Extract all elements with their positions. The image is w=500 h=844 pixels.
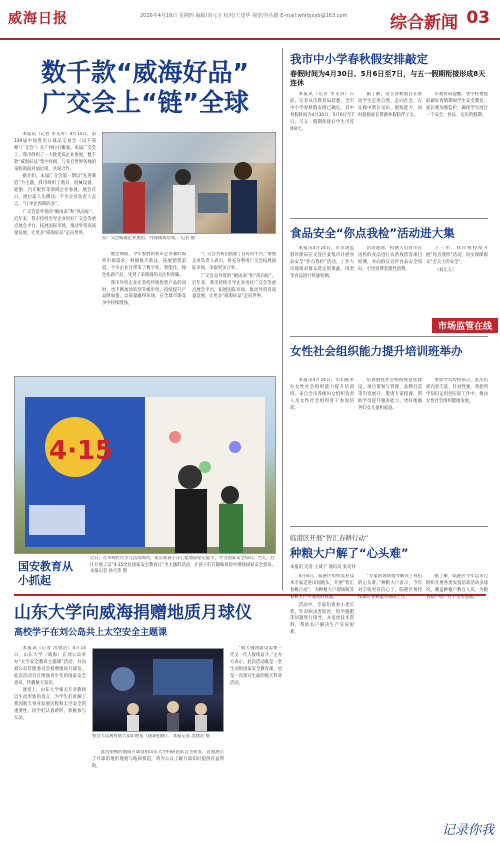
article3-column-1: 本报讯（记者 沈德浩）4月14日，山东大学（威海）在刘公岛举办“太空安全教育主题课”活动，并向刘公岛管理委员会捐赠地质月球仪。此次活动旨在增强青少年的国家安全意识，传播航天知识。 课堂上，山东大学相关专业教师以生动形象的语言，为学生们讲解了我国航天事业发展历程和太空安全的重要性。同学们认真聆听，积极参与互动。 xyxy=(14,646,86,722)
footer-brand: 记录你我 xyxy=(441,823,494,838)
newspaper-brand: 威海日报 xyxy=(8,11,68,27)
article2-title: 国安教育从小抓起 xyxy=(18,560,73,587)
article4-column-3: 市教育局提醒，各学校要提前做好春假期间学生安全教育，家长要加强监护，确保学生度过一个安全、快乐、充实的假期。 xyxy=(426,92,488,118)
trade-fair-photo xyxy=(103,133,276,234)
article6-title: 女性社会组织能力提升培训班举办 xyxy=(290,344,463,358)
article3-photo-caption: 参会人员观看航天知识展览（现场拍摄）。 本报记者 沈德浩 摄 xyxy=(92,734,210,739)
header-meta: 2026年4月16日 星期四 编辑/刘元玉 校对/王建华 视觉/谷丛健 E-mail:whrbjxyb@163.com xyxy=(140,13,348,19)
svg-text:4·15: 4·15 xyxy=(49,436,114,466)
article4-column-1: 本报讯（记者 李文涛）日前，记者从市教育局获悉，全市中小学春秋假安排已确定。其中春假时间为4月30日、5月6日至7日，与五一假期衔接后学生可连休8天。 xyxy=(290,92,354,132)
article4-title: 我市中小学春秋假安排敲定 xyxy=(290,52,428,66)
article5-column-3: 下一步，我市将持续开展“你点我检”活动，切实保障群众“舌尖上的安全”。 （刘元玉） xyxy=(426,246,488,273)
article4-column-2: 据了解，设立春秋假旨在推动学生走进自然、走向社会，在实践中增长见识、锻炼能力，同时鼓励家长带薪休假陪伴子女。 xyxy=(358,92,422,118)
article1-title-line1: 数千款“威海好品” xyxy=(41,58,249,87)
space-lesson-photo xyxy=(93,649,224,732)
article3-column-2: 此次捐赠的地质月球仪由山东大学科研团队自主研发，直观展示了月球的地形地貌与地质构造，将为公众了解月球知识提供有益帮助。 xyxy=(92,750,224,769)
article6-column-1: 本报讯4月14日，市妇联举办女性社会组织能力提升培训班，来自全市各级妇女组织负责人及女性社会组织骨干参加培训。 xyxy=(290,378,354,411)
article6-column-2: 培训围绕社会组织规范化建设、项目策划与管理、品牌打造等内容展开，邀请专家授课，帮助学员提升服务能力，更好地服务妇女儿童和家庭。 xyxy=(358,378,422,411)
article1-column-3: “广交会为我们搭建了良好的平台。”参展企业负责人表示，将充分利用广交会拓展国际市场，争取更多订单。 广交会是外贸的“晴雨表”和“风向标”。近年来，我市持续引导企业用好广交会等重点展会平台，拓展国际市场，推动外贸高质量发展，让更多“威海好品”走向世界。 xyxy=(192,252,276,300)
article3-column-3: “航天强国建设需要一代又一代人接续奋斗。”主办方表示，此次活动既是一堂生动的国家安全教育课，也是一次别开生面的航天科普活动。 xyxy=(230,646,282,686)
section-title: 综合新闻 xyxy=(390,13,458,33)
article5-title: 食品安全“你点我检”活动进大集 xyxy=(290,226,455,240)
article2-caption: 近日，在华绵社区少儿活动场所，家长和孩子在心愿墙前贴心愿卡，学习国家安全知识。当天，社区开展了以“4·15全民国家安全教育日”为主题的活动，让孩子们在趣味体验中增强国家安全意识。 本报记者 孙天伟 摄 xyxy=(90,556,276,574)
article2-photo xyxy=(14,376,276,554)
article1-title-line2: 广交会上“链”全球 xyxy=(41,88,249,117)
article1-photo xyxy=(102,132,276,234)
article7-column-1: 4月8日，临港区组织农业技术专家走进田间地头，开展“智汇春耕行动”，为种粮大户现场解答春耕生产中遇到的难题。 活动中，专家们查看小麦长势，针对病虫害防治、科学施肥等问题进行指导，并发放技术资料，帮助农户解决生产实际困难。 xyxy=(290,574,354,636)
article3-title: 山东大学向威海捐赠地质月球仪 xyxy=(14,603,252,623)
article1-column-1: 本报讯（记者 李文涛）4月15日，第139届中国进出口商品交易会（以下简称“广交会”）在广州拉开帷幕。本届广交会上，我市组织了一大批优质企业参展，数千款“威海好品”集中亮相，与来自世界各地的采购商面对面洽谈，共谋合作。 据介绍，本届广交会第一期以“先进制造”为主题，我市组织了渔具、机械设备、轮胎、汽车配件等领域企业参展。展会首日，展位前人头攒动，不少企业负责人直言，“订单比预期的多”。 广交会是外贸的“晴雨表”和“风向标”。近年来，我市持续引导企业用好广交会等重点展会平台，拓展国际市场，推动外贸高质量发展，让更多“威海好品”走向世界。 xyxy=(14,132,96,236)
article7-column-2: “专家的现场指导解决了我们的心头难。”种粮大户表示，今年对丰收更有信心了。临港区将持续做好春耕服务保障工作。 xyxy=(358,574,422,600)
article5-column-1: 本报讯4月14日，市市场监督管理局在文登区某集市开展食品安全“你点我检”活动，工作人员现场对群众选定的果蔬、肉类等食品进行快速检测。 xyxy=(290,246,354,279)
article7-title: 种粮大户解了“心头难” xyxy=(290,546,409,560)
market-supervision-tag: 市场监管在线 xyxy=(432,318,498,333)
page-number: 03 xyxy=(466,8,490,28)
article6-column-3: 参训学员纷纷表示，此次培训内容丰富、针对性强，将把所学知识运用到实际工作中，推动女性社会组织健康发展。 xyxy=(426,378,488,404)
article1-photo-caption: 在广交会威海企业展馆，外商现场洽谈。 记者 摄 xyxy=(102,236,195,241)
article5-column-2: 活动现场，检测人员对市民送检的食品进行农药残留等项目检测，并向群众宣传食品安全知识，引导消费者理性消费。 xyxy=(358,246,422,272)
article3-subtitle: 高校学子在刘公岛共上太空安全主题课 xyxy=(14,628,168,638)
article7-byline: 本报讯 记者 王威宁 通讯员 张昊祥 xyxy=(290,565,356,570)
masthead xyxy=(0,0,500,40)
article3-photo xyxy=(92,648,224,732)
article1-column-2: 展会期间，今年参展的我市企业紧盯海外市场需求，积极推介新品，拓展销售渠道。不少企业还带来了数字化、智能化、绿色化新产品，受到了采购商的关注和青睐。 我市外贸企业在坚持传统优势产品的同时，也不断加快转型升级步伐，持续提升产品附加值，以质量赢得市场，在全球市场竞争中持续增强。 xyxy=(102,252,186,307)
article4-subtitle: 春假时间为4月30日、5月6日至7日，与五一假期衔接形成8天连休 xyxy=(290,70,486,87)
article7-column-3: 据了解，临港区今年以来已组织开展各类农技培训活动多场次，覆盖种植户数百人次，为粮食稳产增产打下坚实基础。 xyxy=(426,574,488,600)
article7-kicker: 临港区开展“智汇春耕行动” xyxy=(290,534,369,542)
